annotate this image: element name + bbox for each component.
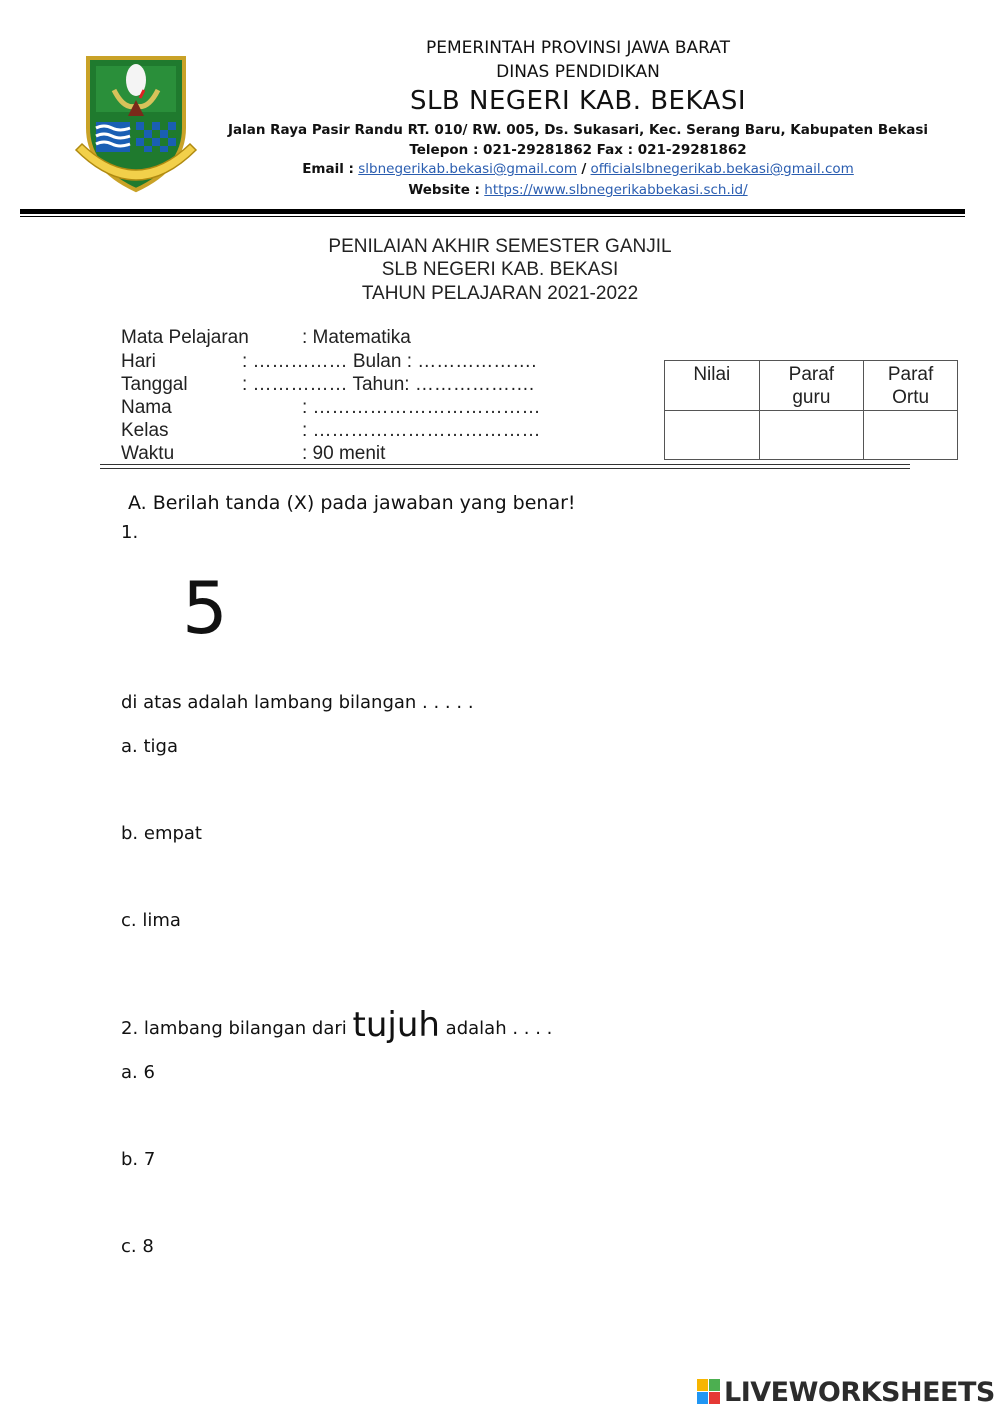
liveworksheets-logo-icon: [697, 1379, 721, 1405]
exam-year: TAHUN PELAJARAN 2021-2022: [361, 283, 639, 304]
website-link[interactable]: https://www.slbnegerikabbekasi.sch.id/: [484, 182, 748, 198]
watermark-text: LIVEWORKSHEETS: [724, 1376, 995, 1408]
info-divider: [100, 464, 910, 465]
q2-stem-before: 2. lambang bilangan dari: [121, 1018, 353, 1039]
date-year-field[interactable]: : …………… Tahun: ……………….: [242, 374, 535, 395]
letterhead-province: PEMERINTAH PROVINSI JAWA BARAT: [426, 38, 730, 58]
letterhead-email-line: [78, 161, 1000, 177]
q2-stem-word: tujuh: [352, 1005, 440, 1045]
score-header-parent-sign: [864, 361, 958, 411]
q2-stem: [121, 1005, 552, 1045]
day-label: Hari: [121, 351, 156, 372]
exam-school: SLB NEGERI KAB. BEKASI: [381, 259, 619, 280]
letterhead-department: DINAS PENDIDIKAN: [496, 62, 660, 82]
letterhead-website-line: [78, 182, 1000, 198]
q1-option-b[interactable]: b. empat: [121, 823, 202, 844]
teacher-sign-line2: guru: [792, 387, 831, 408]
q1-number-symbol: 5: [182, 566, 228, 650]
q1-option-c[interactable]: c. lima: [121, 910, 181, 931]
email-link-2[interactable]: officialslbnegerikab.bekasi@gmail.com: [590, 161, 854, 177]
letterhead-divider-thin: [20, 216, 965, 217]
q2-option-b[interactable]: b. 7: [121, 1149, 156, 1170]
letterhead-school-name: SLB NEGERI KAB. BEKASI: [409, 86, 747, 116]
info-divider-second: [100, 468, 910, 469]
score-header-nilai: Nilai: [665, 361, 760, 411]
q1-stem: di atas adalah lambang bilangan . . . . .: [121, 692, 474, 713]
email-link-1[interactable]: slbnegerikab.bekasi@gmail.com: [358, 161, 578, 177]
class-field[interactable]: : ………………………………: [302, 420, 541, 441]
letterhead-divider-thick: [20, 209, 965, 214]
section-a-instruction: A. Berilah tanda (X) pada jawaban yang benar!: [128, 492, 576, 514]
email-separator: /: [581, 161, 587, 177]
q1-option-a[interactable]: a. tiga: [121, 736, 178, 757]
class-label: Kelas: [121, 420, 169, 441]
score-cell-parent-sign[interactable]: [864, 411, 958, 460]
email-label: Email :: [302, 161, 354, 177]
q2-stem-after: adalah . . . .: [439, 1018, 553, 1039]
parent-sign-line1: Paraf: [887, 364, 934, 385]
name-field[interactable]: : ………………………………: [302, 397, 541, 418]
subject-value: : Matematika: [302, 327, 411, 348]
score-header-teacher-sign: [759, 361, 864, 411]
date-label: Tanggal: [121, 374, 188, 395]
score-cell-nilai[interactable]: [665, 411, 760, 460]
teacher-sign-line1: Paraf: [788, 364, 835, 385]
name-label: Nama: [121, 397, 172, 418]
q2-option-c[interactable]: c. 8: [121, 1236, 154, 1257]
day-month-field[interactable]: : …………… Bulan : ……………….: [242, 351, 537, 372]
letterhead-address: Jalan Raya Pasir Randu RT. 010/ RW. 005, Ds. Sukasari, Kec. Serang Baru, Kabupaten Bekasi: [227, 122, 929, 138]
letterhead-phone: Telepon : 021-29281862 Fax : 021-29281862: [409, 142, 747, 158]
exam-title: PENILAIAN AKHIR SEMESTER GANJIL: [328, 236, 672, 257]
time-value: : 90 menit: [302, 443, 386, 464]
time-label: Waktu: [121, 443, 175, 464]
website-label: Website :: [408, 182, 480, 198]
parent-sign-line2: Ortu: [892, 387, 930, 408]
score-table: [664, 360, 958, 460]
q1-number: 1.: [121, 522, 139, 543]
subject-label: Mata Pelajaran: [121, 327, 249, 348]
score-cell-teacher-sign[interactable]: [759, 411, 864, 460]
liveworksheets-watermark[interactable]: [697, 1375, 995, 1409]
q2-option-a[interactable]: a. 6: [121, 1062, 155, 1083]
